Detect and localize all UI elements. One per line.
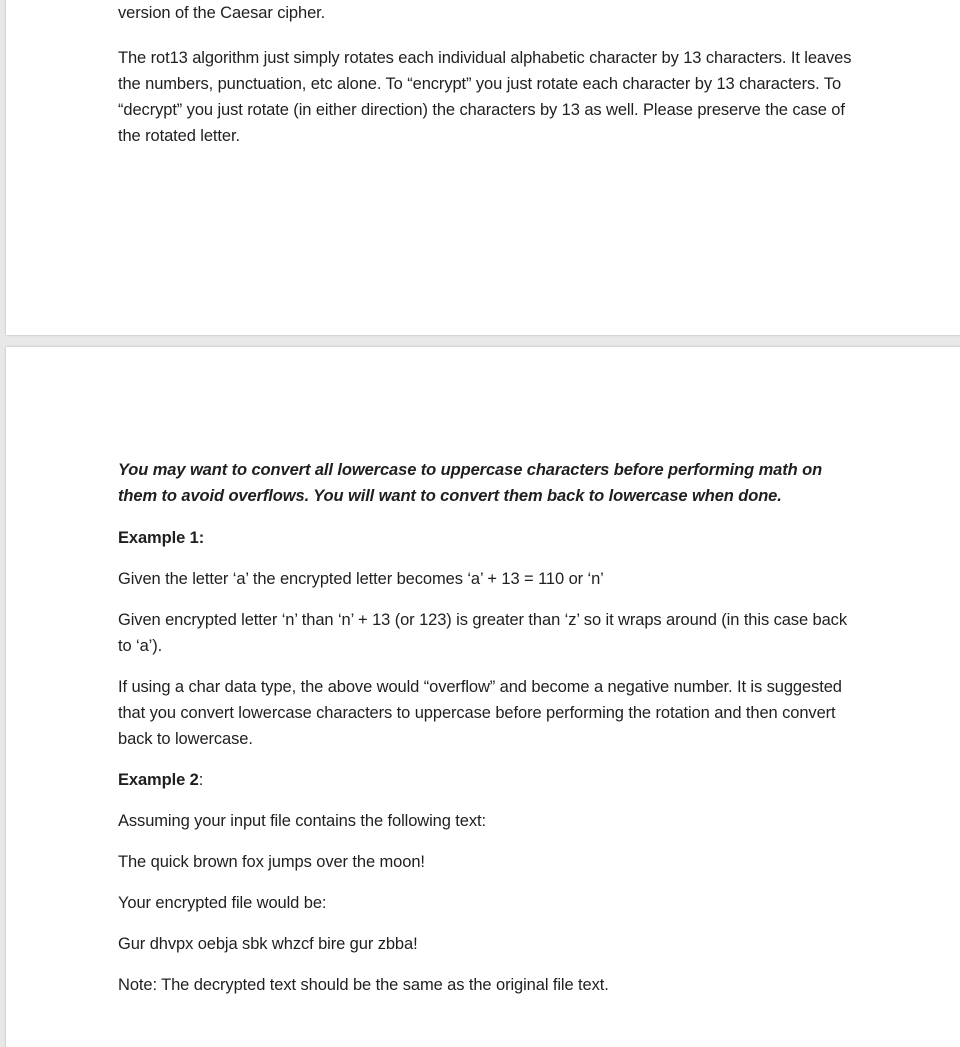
example-2-heading-label: Example 2 [118,771,199,789]
example-2-heading [118,767,853,793]
document-page-2 [6,347,960,1047]
rot13-description-paragraph: The rot13 algorithm just simply rotates each individual alphabetic character by 13 characters. It leaves the numbers, punctuation, etc alone. To “encrypt” you just rotate each character by 13 characters. To “decrypt” you just rotate (in either direction) the characters by 13 as well. Please preserve the case of the rotated letter. [118,49,852,145]
final-note-paragraph: Note: The decrypted text should be the same as the original file text. [118,976,609,994]
document-page-1 [6,0,960,335]
intro-tail-paragraph: version of the Caesar cipher. [118,4,326,22]
cipher-text-sample: Gur dhvpx oebja sbk whzcf bire gur zbba! [118,935,418,953]
example-1-line-1: Given the letter ‘a’ the encrypted letter becomes ‘a’ + 13 = 110 or ‘n’ [118,570,604,588]
example-1-heading: Example 1: [118,529,205,547]
example-1-line-2: Given encrypted letter ‘n’ than ‘n’ + 13 (or 123) is greater than ‘z’ so it wraps around (in this case back to ‘a’). [118,611,847,655]
example-2-heading-colon: : [198,771,204,789]
example-2-encrypted-intro: Your encrypted file would be: [118,894,327,912]
uppercase-tip-paragraph: You may want to convert all lowercase to uppercase characters before performing math on them to avoid overflows. You will want to convert them back to lowercase when done. [118,461,823,505]
overflow-note-paragraph: If using a char data type, the above would “overflow” and become a negative number. It is suggested that you convert lowercase characters to uppercase before performing the rotation and then convert back to lowercase. [118,678,842,748]
example-2-intro: Assuming your input file contains the following text: [118,812,486,830]
plain-text-sample: The quick brown fox jumps over the moon! [118,853,425,871]
